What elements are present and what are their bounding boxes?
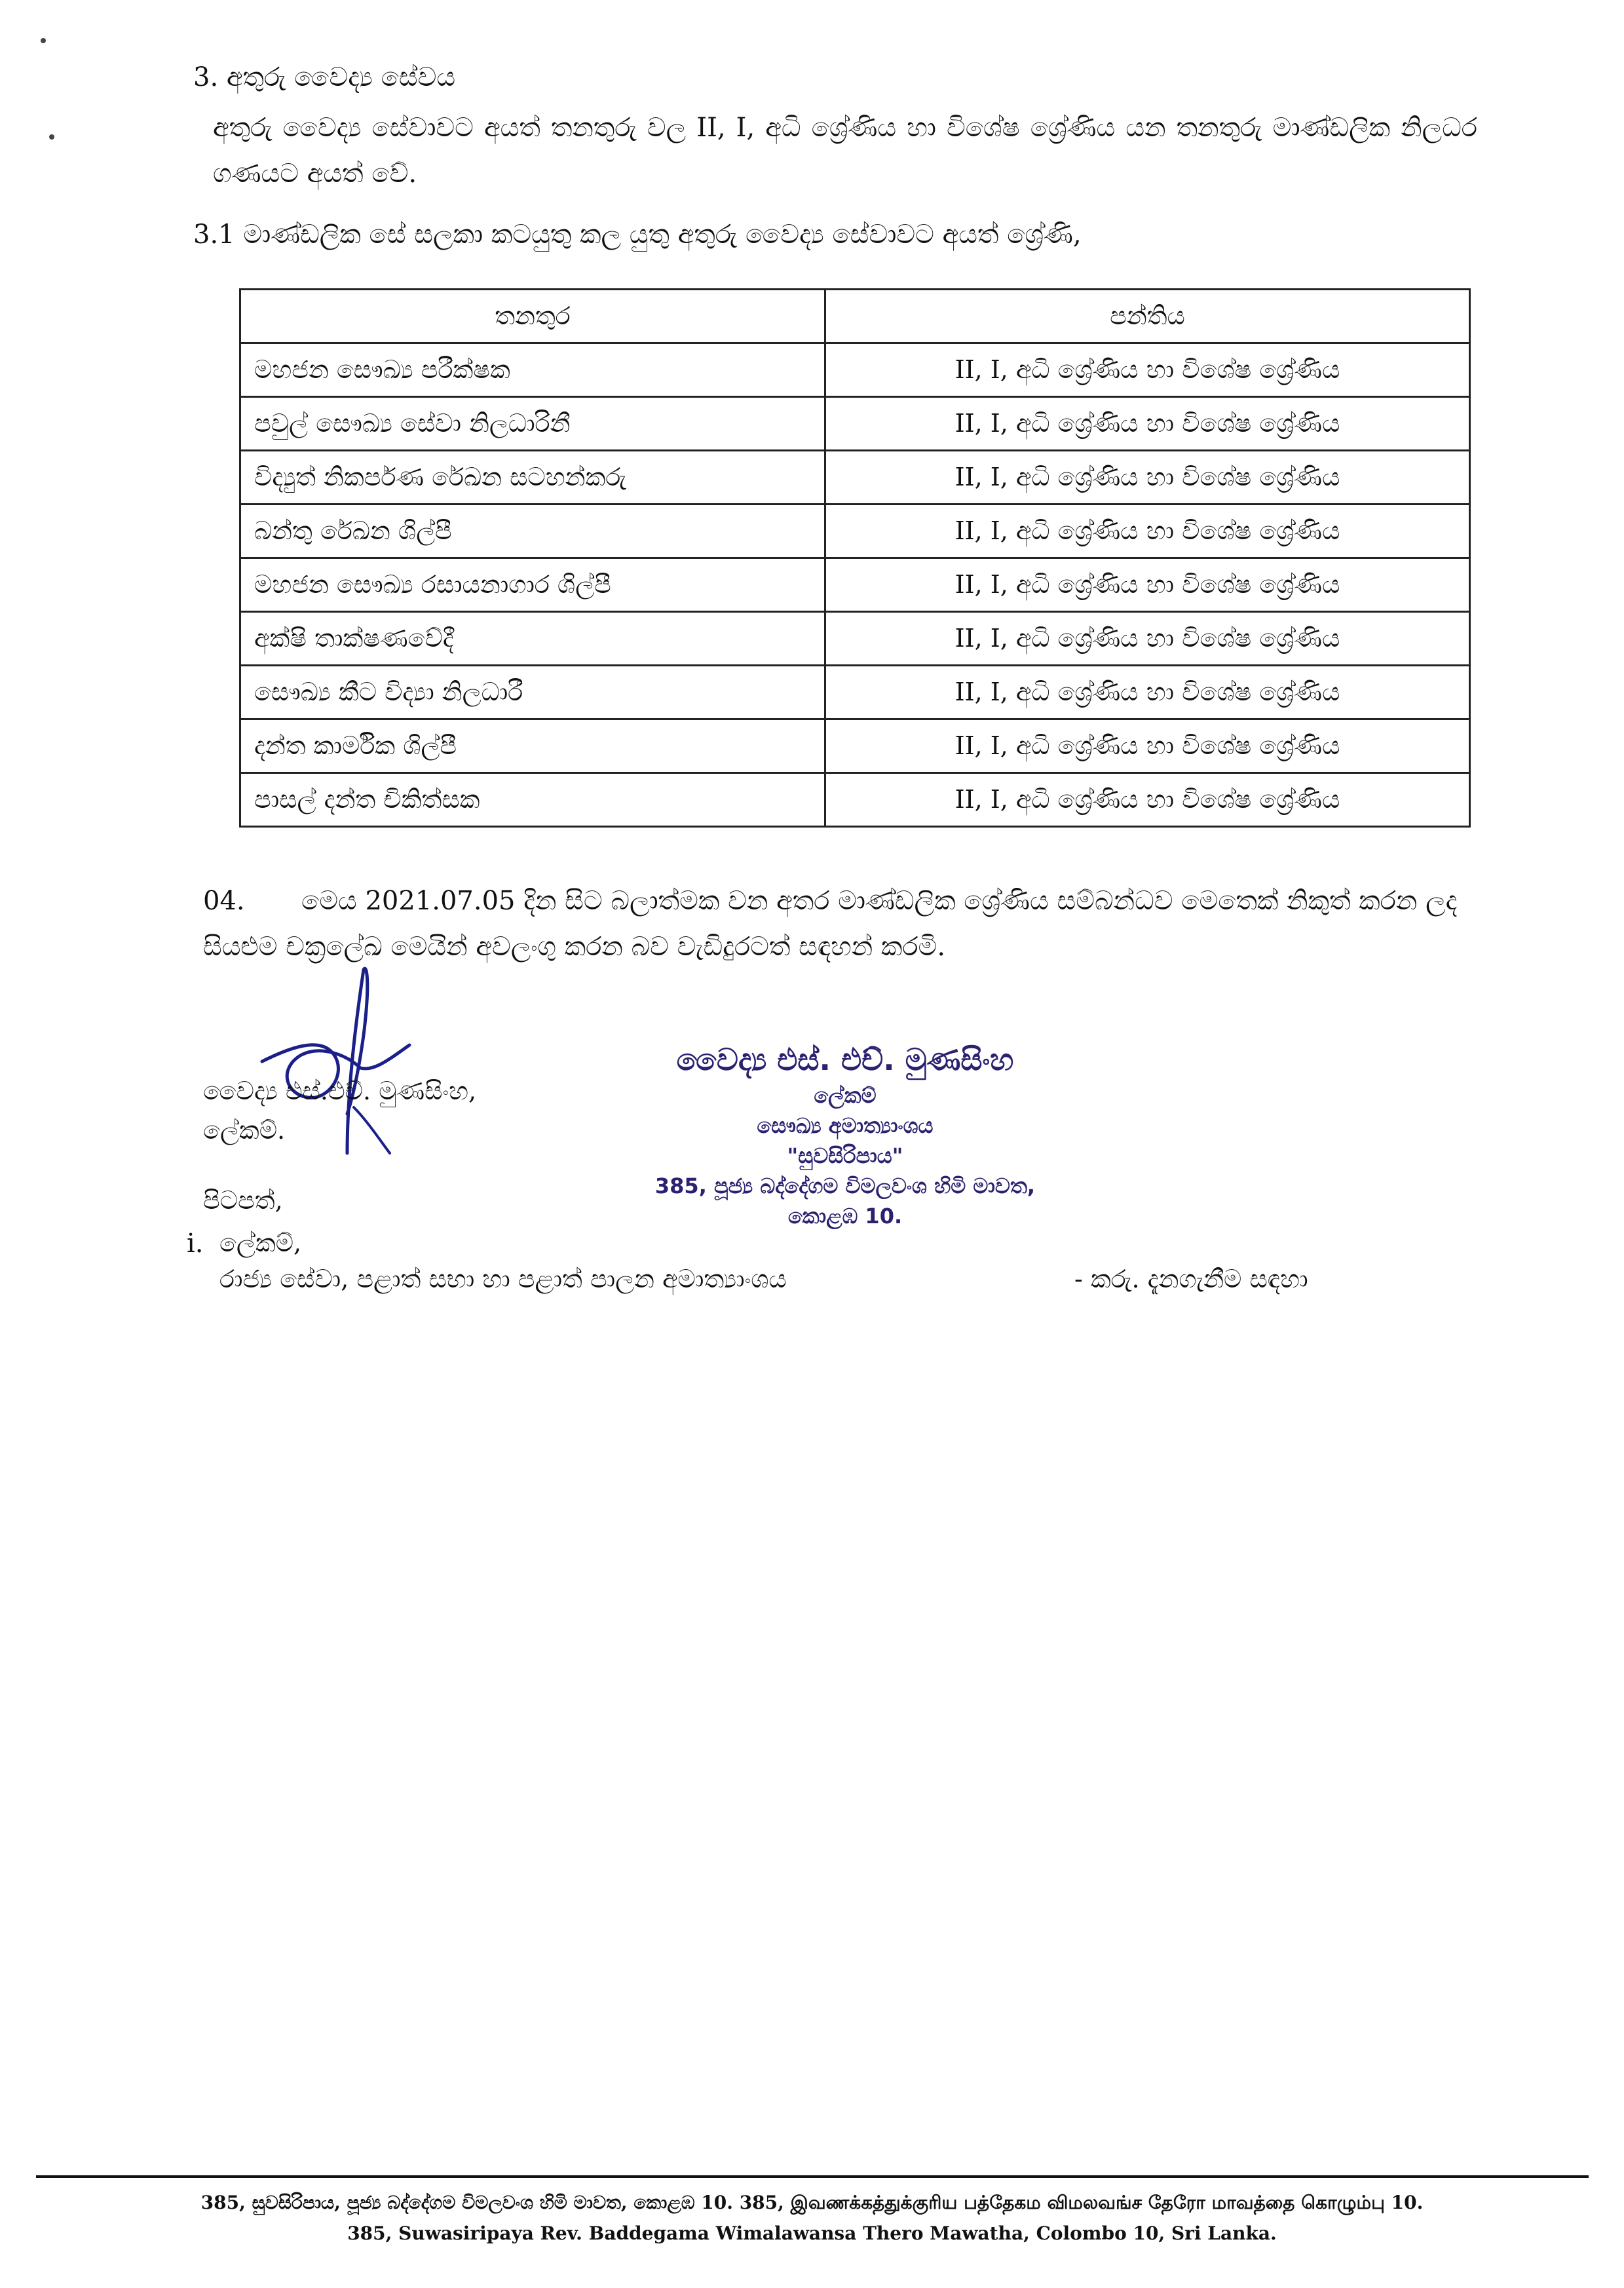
post-cell: සෞඛ්‍ය කීට විද්‍යා නිලධාරී: [240, 666, 825, 719]
scan-mark: [41, 38, 46, 43]
class-cell: II, I, අධි ශ්‍රේණිය හා විශේෂ ශ්‍රේණිය: [825, 343, 1470, 397]
class-cell: II, I, අධි ශ්‍රේණිය හා විශේෂ ශ්‍රේණිය: [825, 397, 1470, 451]
table-header-row: [240, 290, 1470, 343]
table-row: [240, 558, 1470, 612]
section-3-heading: 3. අතුරු වෛද්‍ය සේවය: [193, 62, 456, 92]
table-row: [240, 343, 1470, 397]
stamp-city: කොළඹ 10.: [787, 1204, 903, 1229]
footer-divider: [36, 2175, 1589, 2178]
column-header-class: පන්තිය: [825, 290, 1470, 343]
copy-recipient-title: ලේකම්,: [219, 1229, 302, 1257]
grades-table: [239, 288, 1471, 828]
class-cell: II, I, අධි ශ්‍රේණිය හා විශේෂ ශ්‍රේණිය: [825, 773, 1470, 827]
table-row: [240, 666, 1470, 719]
signatory-name: වෛද්‍ය එස්.එච්. මුණසිංහ,: [203, 1077, 477, 1105]
post-cell: දන්ත කාර්මික ශිල්පී: [240, 719, 825, 773]
section-4-text: මෙය 2021.07.05 දින සිට බලාත්මක වන අතර මාණ්ඩලික ශ්‍රේණිය සම්බන්ධව මෙතෙක් නිකුත් කරන ලද සියළුම චක්‍රලේඛ මෙයින් අවලංගු කරන බව වැඩිදුරටත් සඳහන් කරමි.: [203, 886, 1458, 962]
stamp-name: වෛද්‍ය එස්. එච්. මුණසිංහ: [676, 1042, 1014, 1077]
post-cell: විද්‍යුත් නිකර්පණ රේඛන සටහන්කරු: [240, 451, 825, 505]
footer-address-local: 385, සුවසිරිපාය, පූජ්‍ය බද්දේගම විමලවංශ හිමි මාවත, කොළඹ 10. 385, இவணக்கத்துக்குரிய பத்தேகம விமலவங்ச தேரோ மாவத்தை கொழும்பு 10.: [200, 2192, 1424, 2213]
footer-address-english: 385, Suwasiripaya Rev. Baddegama Wimalawansa Thero Mawatha, Colombo 10, Sri Lanka.: [347, 2222, 1277, 2244]
table-row: [240, 397, 1470, 451]
post-cell: අක්ෂි තාක්ෂණවේදී: [240, 612, 825, 666]
class-cell: II, I, අධි ශ්‍රේණිය හා විශේෂ ශ්‍රේණිය: [825, 505, 1470, 558]
post-cell: මහජන සෞඛ්‍ය රසායනාගාර ශිල්පී: [240, 558, 825, 612]
table-row: [240, 719, 1470, 773]
section-4-paragraph: [203, 878, 1467, 970]
table-row: [240, 773, 1470, 827]
stamp-address: 385, පූජ්‍ය බද්දේගම විමලවංශ හිමි මාවත,: [654, 1173, 1036, 1198]
post-cell: පවුල් සෞඛ්‍ය සේවා නිලධාරිනී: [240, 397, 825, 451]
section-3-1-heading: 3.1 මාණ්ඩලික සේ සලකා කටයුතු කල යුතු අතුරු වෛද්‍ය සේවාවට අයත් ශ්‍රේණි,: [193, 219, 1082, 250]
scan-mark: [49, 134, 54, 140]
class-cell: II, I, අධි ශ්‍රේණිය හා විශේෂ ශ්‍රේණිය: [825, 612, 1470, 666]
table-row: [240, 612, 1470, 666]
class-cell: II, I, අධි ශ්‍රේණිය හා විශේෂ ශ්‍රේණිය: [825, 558, 1470, 612]
stamp-title: ලේකම්: [814, 1083, 877, 1108]
column-header-post: තනතුර: [240, 290, 825, 343]
post-cell: බන්තු රේඛන ශිල්පී: [240, 505, 825, 558]
post-cell: මහජන සෞඛ්‍ය පරීක්ෂක: [240, 343, 825, 397]
class-cell: II, I, අධි ශ්‍රේණිය හා විශේෂ ශ්‍රේණිය: [825, 451, 1470, 505]
table-row: [240, 451, 1470, 505]
official-stamp: [518, 1039, 1173, 1231]
class-cell: II, I, අධි ශ්‍රේණිය හා විශේෂ ශ්‍රේණිය: [825, 666, 1470, 719]
copy-action-note: - කරු. දැනගැනීම සඳහා: [1074, 1265, 1308, 1293]
section-4-number: 04.: [203, 886, 245, 916]
stamp-building: "සුවසිරිපාය": [787, 1143, 903, 1168]
post-cell: පාසල් දන්ත චිකිත්සක: [240, 773, 825, 827]
signatory-title: ලේකම්.: [203, 1116, 286, 1145]
signatory-block: [203, 1071, 476, 1150]
section-3-paragraph: අතුරු වෛද්‍ය සේවාවට අයත් තනතුරු වල II, I, අධි ශ්‍රේණිය හා විශේෂ ශ්‍රේණිය යන තනතුරු මාණ්ඩලික නිලධර ගණයට අයත් වේ.: [213, 113, 1477, 189]
copy-recipient-ministry: රාජ්‍ය සේවා, පළාත් සභා හා පළාත් පාලන අමාත්‍යාංශය: [219, 1265, 787, 1293]
table-row: [240, 505, 1470, 558]
copies-label: පිටපත්,: [203, 1186, 283, 1215]
stamp-ministry: සෞඛ්‍ය අමාත්‍යාංශය: [757, 1113, 934, 1138]
class-cell: II, I, අධි ශ්‍රේණිය හා විශේෂ ශ්‍රේණිය: [825, 719, 1470, 773]
copy-item-number: i.: [187, 1229, 204, 1259]
